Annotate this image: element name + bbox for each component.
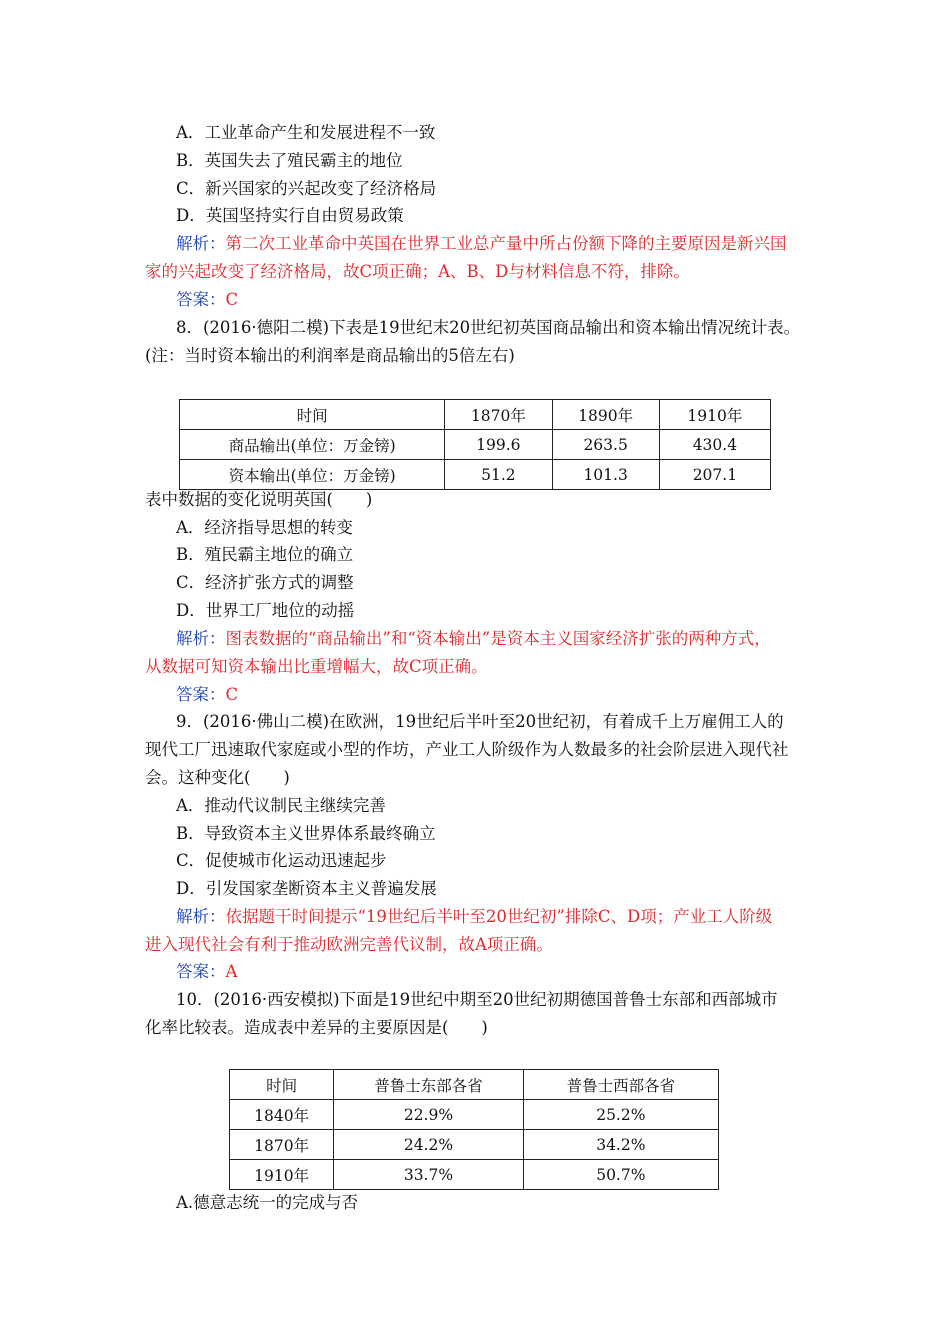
table-cell: 1870年 [230, 1130, 334, 1160]
table-header-row [230, 1070, 719, 1100]
answer-label: 答案： [176, 290, 226, 309]
answer-value: C [225, 290, 239, 309]
table-cell: 207.1 [659, 460, 770, 490]
q10-stem-line1: 10．(2016·西安模拟)下面是19世纪中期至20世纪初期德国普鲁士东部和西部城市 [176, 990, 778, 1009]
q8-option-d: D．世界工厂地位的动摇 [176, 601, 355, 620]
analysis-label: 解析： [176, 234, 226, 253]
q8-analysis-line2: 从数据可知资本输出比重增幅大，故C项正确。 [145, 657, 488, 676]
q8-stem-line2: (注：当时资本输出的利润率是商品输出的5倍左右) [145, 346, 515, 365]
analysis-text: 图表数据的“商品输出”和“资本输出”是资本主义国家经济扩张的两种方式， [225, 629, 771, 648]
q9-option-d: D．引发国家垄断资本主义普遍发展 [176, 879, 437, 898]
table-cell: 199.6 [445, 430, 552, 460]
table-header-cell: 普鲁士东部各省 [334, 1070, 523, 1100]
table-cell: 24.2% [334, 1130, 523, 1160]
table-row [230, 1130, 719, 1160]
analysis-label: 解析： [176, 629, 226, 648]
q8-option-b: B．殖民霸主地位的确立 [176, 545, 354, 564]
q10-stem-line2: 化率比较表。造成表中差异的主要原因是( ) [145, 1018, 488, 1037]
q9-analysis [176, 907, 772, 927]
table-header-cell: 普鲁士西部各省 [523, 1070, 718, 1100]
table-header-cell: 1910年 [659, 400, 770, 430]
answer-value: C [225, 685, 239, 704]
table-row [230, 1160, 719, 1190]
analysis-text: 依据题干时间提示“19世纪后半叶至20世纪初”排除C、D项；产业工人阶级 [225, 907, 773, 926]
table-row [180, 430, 771, 460]
table-cell: 1840年 [230, 1100, 334, 1130]
q8-option-c: C．经济扩张方式的调整 [176, 573, 354, 592]
q8-question: 表中数据的变化说明英国( ) [145, 490, 373, 509]
table-cell: 430.4 [659, 430, 770, 460]
q8-stem-line1: 8．(2016·德阳二模)下表是19世纪末20世纪初英国商品输出和资本输出情况统计表。 [176, 318, 801, 337]
q9-stem-line3: 会。这种变化( ) [145, 768, 290, 787]
table-cell: 50.7% [523, 1160, 718, 1190]
table-cell: 25.2% [523, 1100, 718, 1130]
answer-label: 答案： [176, 685, 226, 704]
q9-option-c: C．促使城市化运动迅速起步 [176, 851, 387, 870]
analysis-text: 第二次工业革命中英国在世界工业总产量中所占份额下降的主要原因是新兴国 [225, 234, 787, 253]
analysis-label: 解析： [176, 907, 226, 926]
table-cell: 101.3 [552, 460, 659, 490]
table-cell: 51.2 [445, 460, 552, 490]
q9-answer [176, 962, 237, 982]
table-cell: 1910年 [230, 1160, 334, 1190]
q9-option-b: B．导致资本主义世界体系最终确立 [176, 824, 436, 843]
q8-option-a: A．经济指导思想的转变 [176, 518, 353, 537]
table-header-cell: 1870年 [445, 400, 552, 430]
table-header-cell: 时间 [230, 1070, 334, 1100]
table-cell: 263.5 [552, 430, 659, 460]
table-cell: 资本输出(单位：万金镑) [180, 460, 445, 490]
q7-analysis-line2: 家的兴起改变了经济格局，故C项正确；A、B、D与材料信息不符，排除。 [145, 262, 690, 281]
table-header-row [180, 400, 771, 430]
table-cell: 商品输出(单位：万金镑) [180, 430, 445, 460]
q10-option-a: A.德意志统一的完成与否 [176, 1193, 359, 1212]
q8-answer [176, 685, 238, 705]
q7-option-b: B．英国失去了殖民霸主的地位 [176, 151, 403, 170]
q9-option-a: A．推动代议制民主继续完善 [176, 796, 386, 815]
table-header-cell: 1890年 [552, 400, 659, 430]
q8-table [179, 399, 771, 490]
q8-analysis [176, 629, 771, 649]
table-cell: 34.2% [523, 1130, 718, 1160]
q7-option-a: A．工业革命产生和发展进程不一致 [176, 123, 436, 142]
q10-table [229, 1069, 719, 1190]
q7-option-c: C．新兴国家的兴起改变了经济格局 [176, 179, 437, 198]
q7-option-d: D．英国坚持实行自由贸易政策 [176, 206, 404, 225]
q9-analysis-line2: 进入现代社会有利于推动欧洲完善代议制，故A项正确。 [145, 935, 553, 954]
table-cell: 22.9% [334, 1100, 523, 1130]
q7-analysis [176, 234, 787, 254]
table-row [180, 460, 771, 490]
q9-stem-line2: 现代工厂迅速取代家庭或小型的作坊，产业工人阶级作为人数最多的社会阶层进入现代社 [145, 740, 789, 759]
table-cell: 33.7% [334, 1160, 523, 1190]
table-header-cell: 时间 [180, 400, 445, 430]
q9-stem-line1: 9．(2016·佛山二模)在欧洲，19世纪后半叶至20世纪初，有着成千上万雇佣工人的 [176, 712, 784, 731]
table-row [230, 1100, 719, 1130]
answer-label: 答案： [176, 962, 226, 981]
q7-answer [176, 290, 238, 310]
answer-value: A [225, 962, 238, 981]
